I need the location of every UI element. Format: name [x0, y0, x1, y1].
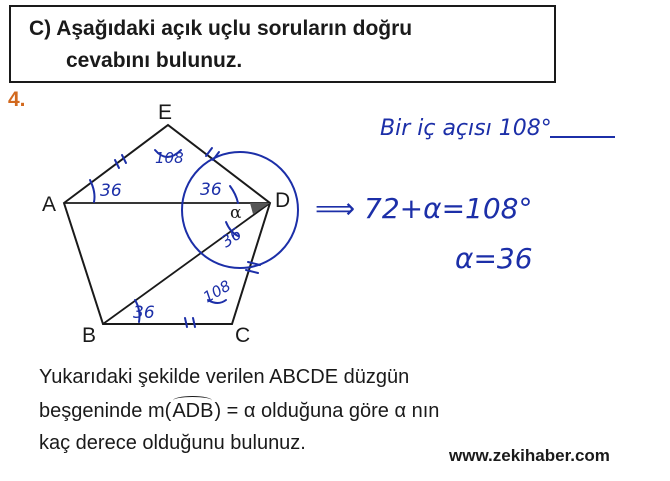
- question-line-3: kaç derece olduğunu bulunuz.: [39, 432, 306, 454]
- question-line-2-pre: beşgeninde m(: [39, 400, 172, 422]
- arc-d-upper: [230, 186, 238, 203]
- vertex-c: C: [235, 324, 251, 347]
- question-line-1: Yukarıdaki şekilde verilen ABCDE düzgün: [39, 366, 410, 388]
- ink-interior-angle: Bir iç açısı 108°: [380, 116, 552, 141]
- question-line-2: [39, 400, 439, 423]
- alpha-symbol: α: [230, 203, 242, 223]
- ink-angle-b: 36: [133, 303, 155, 323]
- ink-equation: ⟹ 72+α=108°: [315, 192, 533, 225]
- question-number: 4.: [8, 88, 26, 111]
- ink-marks: [90, 148, 298, 327]
- ink-angle-c: 108: [200, 276, 234, 307]
- ink-angle-e: 108: [155, 149, 184, 167]
- ink-angle-a: 36: [100, 181, 122, 201]
- vertex-b: B: [82, 324, 97, 347]
- ink-result: α=36: [455, 242, 533, 275]
- diagonal-bd: [103, 203, 270, 324]
- vertex-a: A: [42, 193, 57, 216]
- arc-adb: ADB: [172, 400, 214, 422]
- arc-a: [90, 180, 95, 202]
- question-line-2-post: ) = α olduğuna göre α nın: [214, 400, 440, 422]
- instruction-line-1: C) Aşağıdaki açık uçlu soruların doğru: [29, 17, 413, 40]
- tick-bc: [185, 318, 195, 327]
- vertex-e: E: [158, 101, 173, 124]
- instruction-line-2: cevabını bulunuz.: [66, 49, 243, 72]
- website-watermark: www.zekihaber.com: [449, 446, 610, 465]
- ink-angle-d-upper: 36: [200, 180, 222, 200]
- ink-angle-d-lower: 36: [217, 224, 245, 252]
- vertex-d: D: [275, 189, 291, 212]
